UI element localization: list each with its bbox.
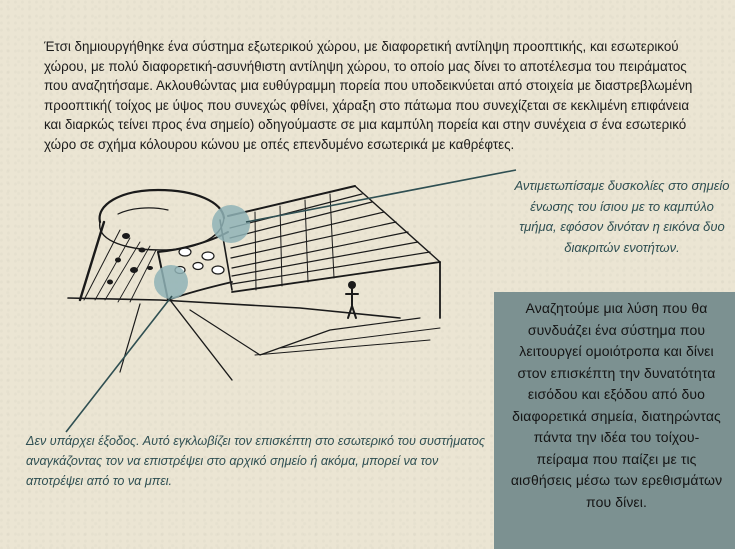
no-exit-note: Δεν υπάρχει έξοδος. Αυτό εγκλωβίζει τον επισκέπτη στο εσωτερικό του συστήματος αναγκάζοντας τον να επιστρέψει στο αρχικό σημείο ή ακόμα, μπορεί να τον αποτρέψει από το να μπει. (26, 434, 485, 488)
leader-line-right (246, 170, 516, 222)
solution-panel-text: Αναζητούμε μια λύση που θα συνδυάζει ένα σύστημα που λειτουργεί ομοιότροπα και δίνει στον επισκέπτη την δυνατότητα εισόδου και εξόδου από δυο διαφορετικά σημεία, διατηρώντας πάντα την ιδέα του τοίχου-πείραμα που παίζει με τις αισθήσεις μέσω των ερεθισμάτων που δίνει. (510, 300, 723, 510)
junction-highlight-circle (212, 205, 250, 243)
intro-paragraph: Έτσι δημιουργήθηκε ένα σύστημα εξωτερικού χώρου, με διαφορετική αντίληψη προοπτικής, και εσωτερικού χώρου, με πολύ διαφορετική-ασυνήθιστη αντίληψη χώρου, το οποίο μας δίνει το αποτέλεσμα του πειράματος που αναζητήσαμε. Ακλουθώντας μια ευθύγραμμη πορεία που υποδεικνύεται από στοιχεία με διαστρεβλωμένη προοπτική( τοίχος με ύψος που συνεχώς φθίνει, χάραξη στο πάτωμα που συνεχίζεται σε κεκλιμένη επιφάνεια και διαρκώς τείνει προς ένα σημείο) οδηγούμαστε σε μια καμπύλη πορεία και στην συνέχεια σ ένα εσωτερικό χώρο σε σχήμα κόλουρου κώνου με οπές επενδυμένο εσωτερικά με καθρέφτες. (44, 39, 693, 152)
leader-line-left (66, 296, 172, 432)
dead-end-highlight-circle (154, 265, 188, 299)
junction-note: Αντιμετωπίσαμε δυσκολίες στο σημείο ένωσης του ίσιου με το καμπύλο τμήμα, εφόσον δινόταν η εικόνα δυο διακριτών ενοτήτων. (514, 178, 730, 255)
solution-panel (494, 292, 735, 549)
